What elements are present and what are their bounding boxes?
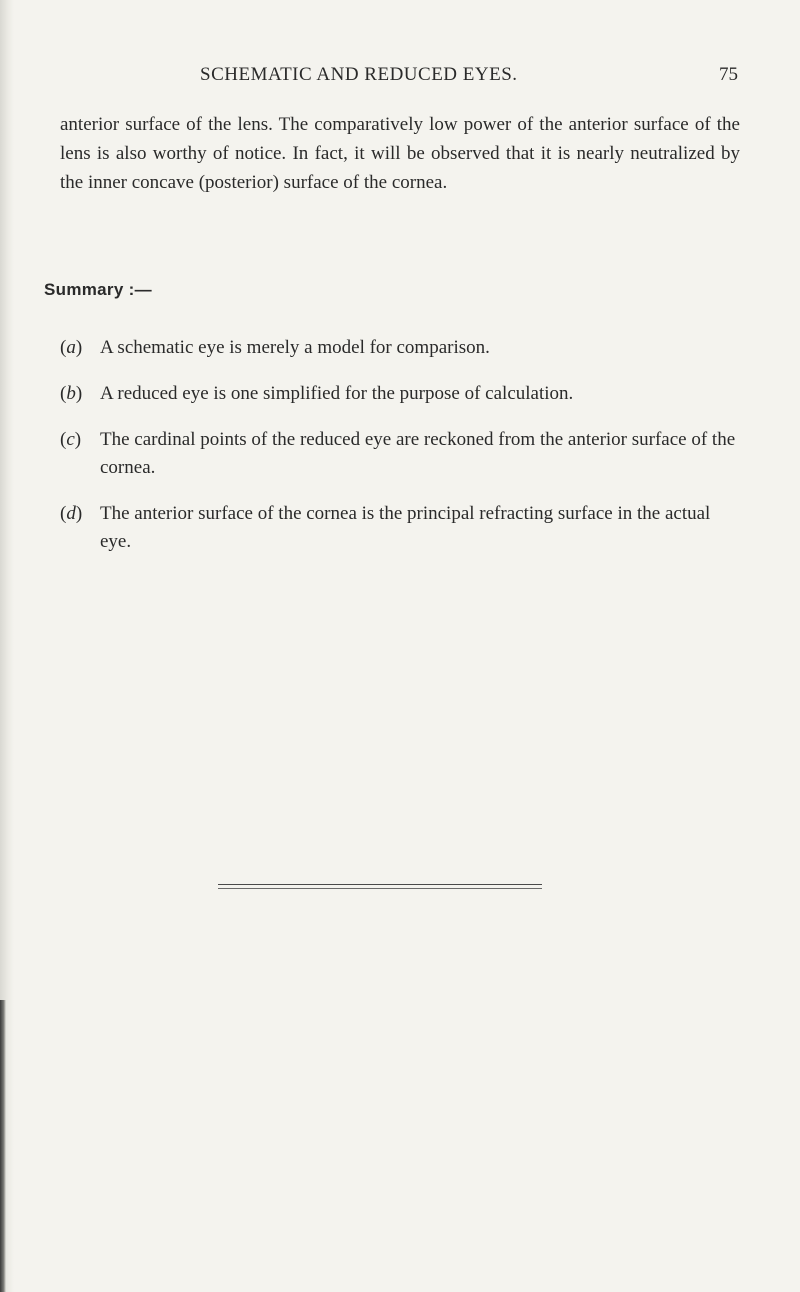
page-number: 75 — [719, 64, 738, 85]
summary-item-b — [60, 380, 740, 408]
running-head: SCHEMATIC AND REDUCED EYES. — [200, 64, 518, 85]
body-paragraph: anterior surface of the lens. The comparatively low power of the anterior surface of the lens is also worthy of notice. In fact, it will be observed that it is nearly neutralized by the inner concave (posterior) surface of the cornea. — [60, 114, 740, 193]
item-label: (a) — [60, 337, 83, 358]
item-label: (d) — [60, 503, 83, 524]
section-divider-rule-lower — [218, 888, 542, 889]
summary-item-d — [60, 500, 740, 556]
item-label: (c) — [60, 429, 82, 450]
summary-item-a — [60, 334, 740, 362]
page-header — [60, 64, 740, 94]
item-label: (b) — [60, 383, 83, 404]
item-text: The anterior surface of the cornea is the principal refracting surface in the actual eye. — [100, 503, 711, 552]
item-text: The cardinal points of the reduced eye are reckoned from the anterior surface of the cornea. — [100, 429, 736, 478]
summary-heading: Summary :— — [44, 280, 152, 299]
page-edge — [0, 1000, 6, 1292]
item-text: A schematic eye is merely a model for comparison. — [100, 337, 490, 358]
summary-item-c — [60, 426, 740, 482]
section-divider-rule — [218, 884, 542, 885]
item-text: A reduced eye is one simplified for the purpose of calculation. — [100, 383, 574, 404]
summary-list — [60, 334, 740, 574]
